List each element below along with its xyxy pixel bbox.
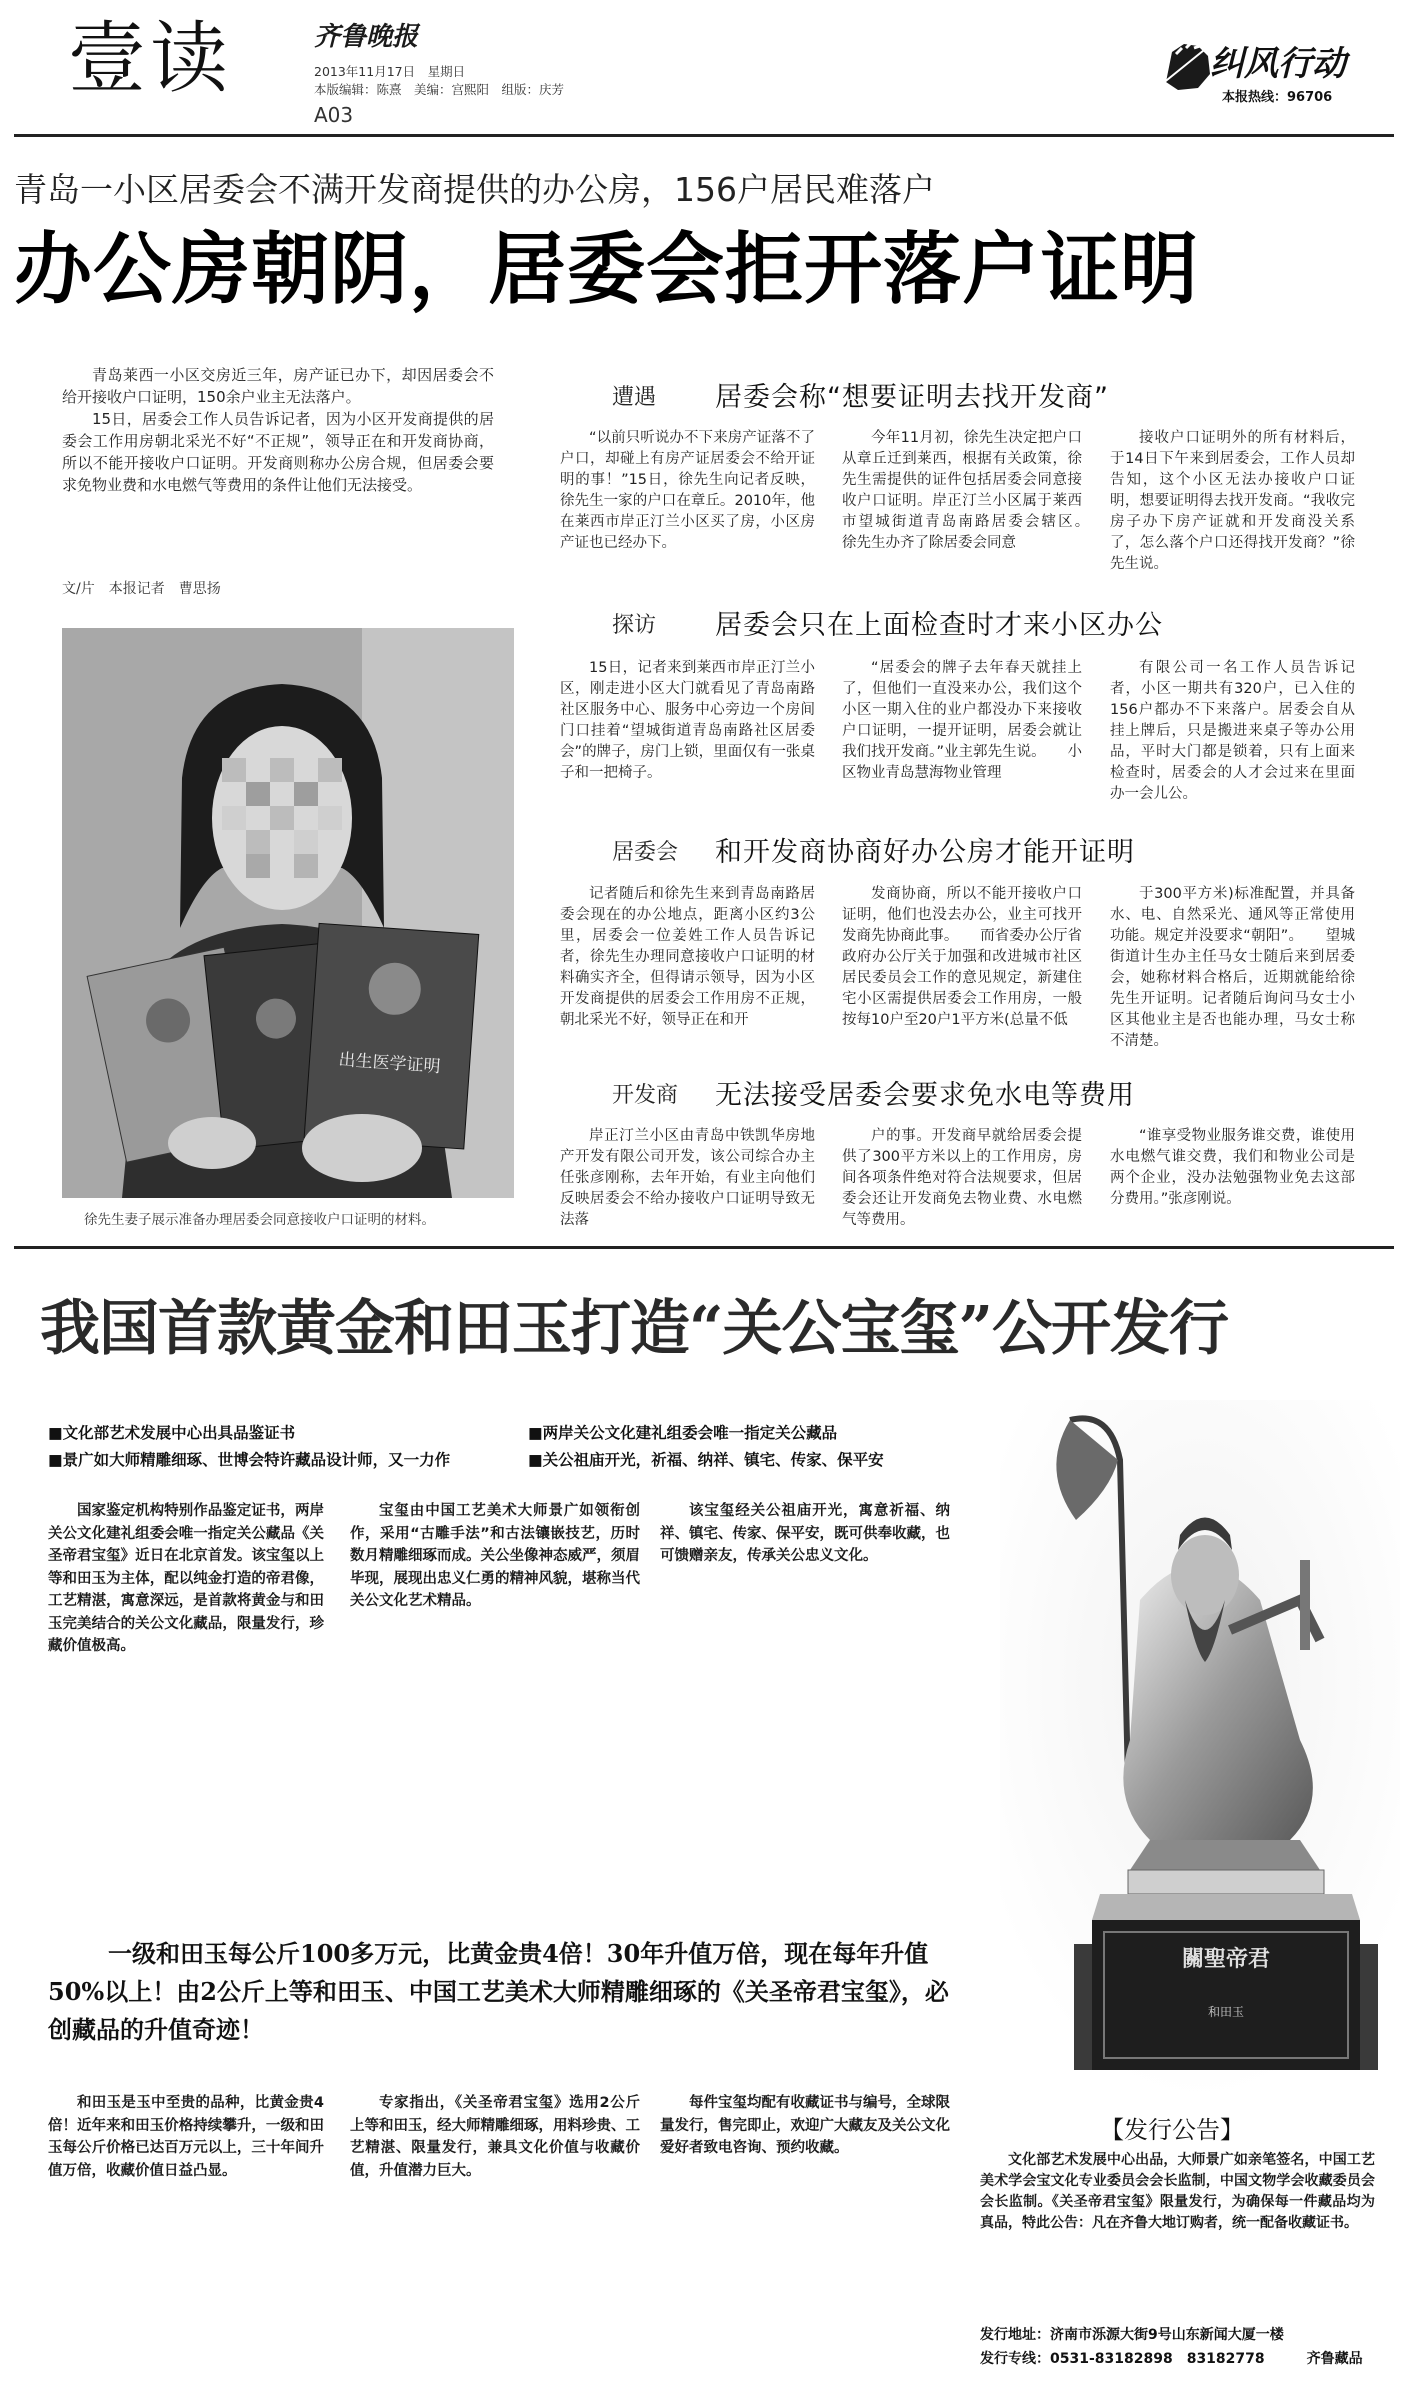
section-title: 壹读 xyxy=(68,14,233,104)
ad-paragraph: 国家鉴定机构特别作品鉴定证书，两岸关公文化建礼组委会唯一指定关公藏品《关圣帝君宝玺》近日在北京首发。该宝玺以上等和田玉为主体，配以纯金打造的帝君像，工艺精湛，寓意深远，是首款将黄金与和田玉完美结合的关公文化藏品，限量发行，珍藏价值极高。 xyxy=(48,1503,324,1654)
product-illustration xyxy=(1000,1400,1400,2100)
byline: 文/片 本报记者 曹思扬 xyxy=(62,581,221,597)
ad-divider xyxy=(14,1246,1394,1249)
article-paragraph: 户的事。开发商早就给居委会提供了300平方米以上的工作用房，房间各项条件绝对符合法规要求，但居委会还让开发商免去物业费、水电燃气等费用。 xyxy=(842,1128,1082,1228)
ad-column xyxy=(48,2092,324,2182)
ad-bullet: ■两岸关公文化建礼组委会唯一指定关公藏品 xyxy=(528,1424,838,1442)
ad-column xyxy=(660,2092,950,2160)
statue-plaque: 關聖帝君 xyxy=(1181,1946,1271,1972)
ad-headline: 我国首款黄金和田玉打造“关公宝玺”公开发行 xyxy=(40,1294,1229,1364)
notice-body xyxy=(980,2150,1375,2234)
section-kicker: 开发商 xyxy=(612,1083,679,1108)
section-title: 居委会只在上面检查时才来小区办公 xyxy=(715,610,1163,641)
notice-phone: 发行专线：0531-83182898 83182778 齐鲁藏品 xyxy=(980,2351,1363,2367)
ad-bullet: ■关公祖庙开光，祈福、纳祥、镇宅、传家、保平安 xyxy=(528,1451,884,1469)
ad-bullet: ■文化部艺术发展中心出具品鉴证书 xyxy=(48,1424,296,1442)
article-column xyxy=(560,658,815,784)
article-column xyxy=(560,428,815,554)
statue-label: 和田玉 xyxy=(1207,2005,1245,2019)
article-column xyxy=(842,884,1082,1031)
page-editors: 本版编辑：陈熹 美编：宫熙阳 组版：庆芳 xyxy=(314,82,565,97)
column-brand-name: 纠风行动 xyxy=(1210,44,1346,84)
article-paragraph: “以前只听说办不下来房产证落不了户口，却碰上有房产证居委会不给开证明的事！”15日，徐先生向记者反映，徐先生一家的户口在章丘。2010年，他在莱西市岸正汀兰小区买了房，小区房产证也已经办下。 xyxy=(560,430,815,551)
issue-date: 2013年11月17日 星期日 xyxy=(314,64,466,79)
ad-paragraph: 每件宝玺均配有收藏证书与编号，全球限量发行，售完即止，欢迎广大藏友及关公文化爱好者致电咨询、预约收藏。 xyxy=(660,2095,950,2156)
article-column xyxy=(1110,428,1355,575)
ad-paragraph: 专家指出，《关圣帝君宝玺》选用2公斤上等和田玉，经大师精雕细琢，用料珍贵、工艺精湛、限量发行，兼具文化价值与收藏价值，升值潜力巨大。 xyxy=(350,2095,640,2179)
article-column xyxy=(842,1126,1082,1231)
column-brand-logo xyxy=(1158,28,1384,118)
fist-icon xyxy=(1158,34,1218,94)
section-title: 和开发商协商好办公房才能开证明 xyxy=(715,837,1135,868)
paper-logo: 齐鲁晚报 xyxy=(314,22,419,52)
lead-paragraph: 15日，居委会工作人员告诉记者，因为小区开发商提供的居委会工作用房朝北采光不好“不正规”，领导正在和开发商协商，所以不能开接收户口证明。开发商则称办公房合规，但居委会要求免物业费和水电燃气等费用的条件让他们无法接受。 xyxy=(62,410,494,494)
ad-paragraph: 该宝玺经关公祖庙开光，寓意祈福、纳祥、镇宅、传家、保平安，既可供奉收藏，也可馈赠亲友，传承关公忠义文化。 xyxy=(660,1503,950,1564)
article-column xyxy=(1110,884,1355,1052)
article-headline: 办公房朝阴，居委会拒开落户证明 xyxy=(14,225,1200,315)
ad-column xyxy=(350,1500,640,1613)
notice-paragraph: 文化部艺术发展中心出品，大师景广如亲笔签名，中国工艺美术学会宝文化专业委员会会长监制，中国文物学会收藏委员会会长监制。《关圣帝君宝玺》限量发行，为确保每一件藏品均为真品，特此公告：凡在齐鲁大地订购者，统一配备收藏证书。 xyxy=(980,2152,1375,2231)
section-kicker: 遭遇 xyxy=(612,385,657,410)
masthead-rule xyxy=(14,134,1394,137)
article-paragraph: 15日，记者来到莱西市岸正汀兰小区，刚走进小区大门就看见了青岛南路社区服务中心、服务中心旁边一个房间门口挂着“望城街道青岛南路社区居委会”的牌子，房门上锁，里面仅有一张桌子和一把椅子。 xyxy=(560,660,815,781)
article-paragraph: 岸正汀兰小区由青岛中铁凯华房地产开发有限公司开发，该公司综合办主任张彦刚称，去年开始，有业主向他们反映居委会不给办接收户口证明导致无法落 xyxy=(560,1128,815,1228)
article-column xyxy=(842,428,1111,554)
ad-slogan: 一级和田玉每公斤100多万元，比黄金贵4倍！30年升值万倍，现在每年升值50%以上！由2公斤上等和田玉、中国工艺美术大师精雕细琢的《关圣帝君宝玺》，必创藏品的升值奇迹！ xyxy=(48,1939,949,2044)
article-paragraph: “居委会的牌子去年春天就挂上了，但他们一直没来办公，我们这个小区一期入住的业户都没办下来接收户口证明，一提开证明，居委会就让我们找开发商。”业主郭先生说。 小区物业青岛慧海物业管理 xyxy=(842,660,1082,781)
article-paragraph: 发商协商，所以不能开接收户口证明，他们也没去办公，业主可找开发商先协商此事。 而省委办公厅省政府办公厅关于加强和改进城市社区居民委员会工作的意见规定，新建住宅小区需提供居委会工作用房，一般按每10户至20户1平方米(总量不低 xyxy=(842,886,1082,1028)
ad-paragraph: 宝玺由中国工艺美术大师景广如领衔创作，采用“古雕手法”和古法镶嵌技艺，历时数月精雕细琢而成。关公坐像神态威严，须眉毕现，展现出忠义仁勇的精神风貌，堪称当代关公文化艺术精品。 xyxy=(350,1503,640,1609)
article-paragraph: 今年11月初，徐先生决定把户口从章丘迁到莱西，根据有关政策，徐先生需提供的证件包括居委会同意接收户口证明。岸正汀兰小区属于莱西市望城街道青岛南路居委会辖区。 徐先生办齐了除居委会同意 xyxy=(842,430,1111,551)
photo-doc-title: 出生医学证明 xyxy=(337,1050,442,1078)
photo-caption: 徐先生妻子展示准备办理居委会同意接收户口证明的材料。 xyxy=(84,1212,435,1228)
article-column xyxy=(842,658,1082,784)
section-kicker: 探访 xyxy=(612,613,657,638)
ad-column xyxy=(350,2092,640,2182)
notice-address: 发行地址：济南市泺源大街9号山东新闻大厦一楼 xyxy=(980,2327,1284,2343)
section-title: 无法接受居委会要求免水电等费用 xyxy=(715,1080,1135,1111)
article-paragraph: 接收户口证明外的所有材料后，于14日下午来到居委会，工作人员却告知，这个小区无法办接收户口证明，想要证明得去找开发商。“我收完房子办下房产证就和开发商没关系了，怎么落个户口还得找开发商？”徐先生说。 xyxy=(1110,430,1355,572)
article-paragraph: 有限公司一名工作人员告诉记者，小区一期共有320户，已入住的156户都办不下来落户。居委会自从挂上牌后，只是搬进来桌子等办公用品，平时大门都是锁着，只有上面来检查时，居委会的人才会过来在里面办一会儿公。 xyxy=(1110,660,1355,802)
article-column xyxy=(560,1126,815,1231)
lead-paragraph: 青岛莱西一小区交房近三年，房产证已办下，却因居委会不给开接收户口证明，150余户业主无法落户。 xyxy=(62,366,494,406)
page-number: A03 xyxy=(314,103,354,127)
article-lead xyxy=(62,364,494,496)
section-title: 居委会称“想要证明去找开发商” xyxy=(715,382,1109,413)
hotline: 本报热线：96706 xyxy=(1222,90,1333,105)
ad-column xyxy=(48,1500,324,1658)
notice-title: 【发行公告】 xyxy=(1100,2116,1244,2144)
article-paragraph: 于300平方米)标准配置，并具备水、电、自然采光、通风等正常使用功能。规定并没要求“朝阳”。 望城街道计生办主任马女士随后来到居委会，她称材料合格后，近期就能给徐先生开证明。记者随后询问马女士小区其他业主是否也能办理，马女士称不清楚。 xyxy=(1110,886,1355,1049)
article-paragraph: “谁享受物业服务谁交费，谁使用水电燃气谁交费，我们和物业公司是两个企业，没办法勉强物业免去这部分费用。”张彦刚说。 xyxy=(1110,1128,1355,1207)
ad-paragraph: 和田玉是玉中至贵的品种，比黄金贵4倍！近年来和田玉价格持续攀升，一级和田玉每公斤价格已达百万元以上，三十年间升值万倍，收藏价值日益凸显。 xyxy=(48,2095,324,2179)
article-paragraph: 记者随后和徐先生来到青岛南路居委会现在的办公地点，距离小区约3公里，居委会一位姜姓工作人员告诉记者，徐先生办理同意接收户口证明的材料确实齐全，但得请示领导，因为小区开发商提供的居委会工作用房不正规，朝北采光不好，领导正在和开 xyxy=(560,886,815,1028)
ad-bullet: ■景广如大师精雕细琢、世博会特许藏品设计师，又一力作 xyxy=(48,1451,451,1469)
article-column xyxy=(560,884,815,1031)
ad-column xyxy=(660,1500,950,1568)
article-subhead: 青岛一小区居委会不满开发商提供的办公房，156户居民难落户 xyxy=(14,170,935,209)
section-kicker: 居委会 xyxy=(612,840,679,865)
article-column xyxy=(1110,658,1355,805)
article-column xyxy=(1110,1126,1355,1210)
article-photo xyxy=(62,628,514,1198)
